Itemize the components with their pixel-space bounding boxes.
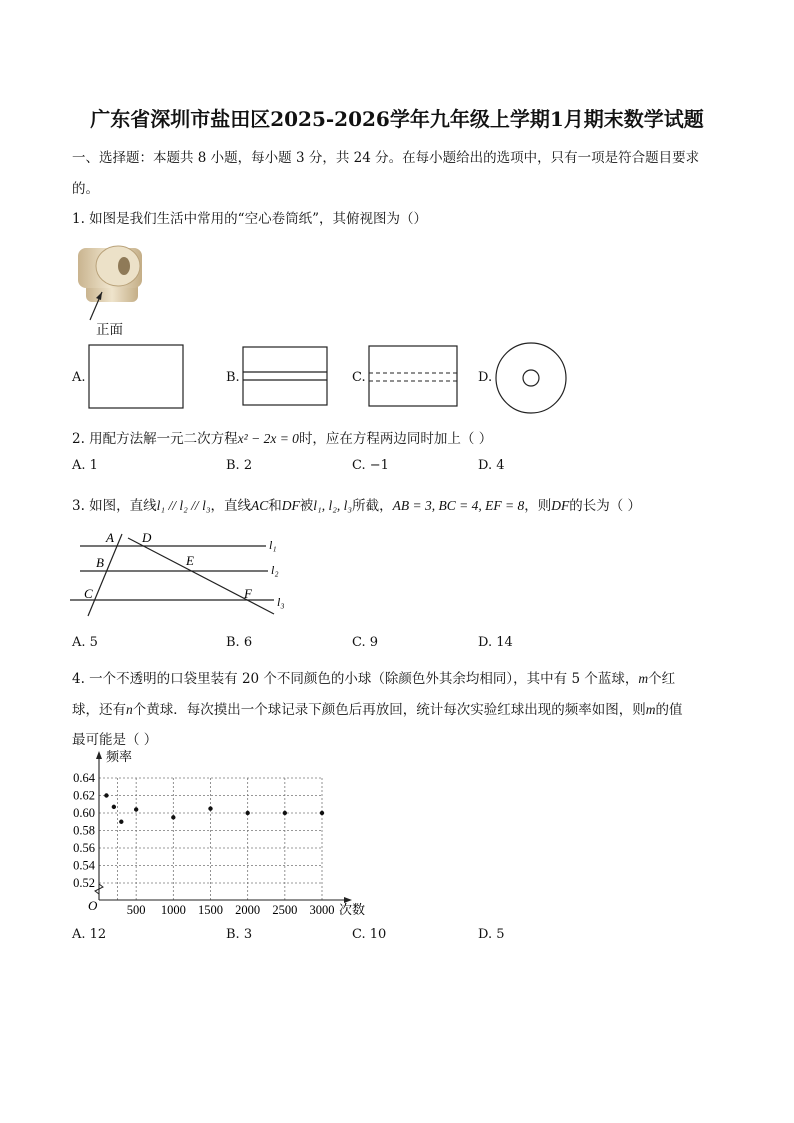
section-heading: 一、选择题：本题共 8 小题，每小题 3 分，共 24 分。在每小题给出的选项中，只有一项是符合题目要求 (72, 150, 700, 166)
x-tick-label: 1000 (160, 903, 186, 917)
q4-var-m2: m (645, 702, 656, 717)
q1-option-c-figure (368, 345, 460, 409)
q3-option-b[interactable]: B. 6 (226, 635, 253, 650)
q4-option-a[interactable]: A. 12 (72, 927, 107, 942)
q2-stem-pre: 2. 用配方法解一元二次方程 (72, 431, 238, 447)
q3-text-c: 被 (299, 498, 314, 514)
y-tick-label: 0.52 (73, 876, 95, 890)
q3-line-df: DF (281, 498, 300, 513)
label-c: C (84, 586, 93, 601)
chart-axes (95, 751, 352, 903)
q3-parallel-lines-figure (66, 526, 296, 626)
q1-option-d-figure (494, 341, 568, 415)
y-tick-label: 0.64 (73, 771, 95, 785)
data-point (112, 805, 116, 809)
q3-text-e: ，则 (524, 498, 552, 514)
q1-option-a-figure (88, 344, 186, 410)
front-label: 正面 (96, 322, 123, 338)
x-tick-label: 3000 (309, 903, 335, 917)
x-tick-label: 500 (126, 903, 146, 917)
q2-option-d[interactable]: D. 4 (478, 458, 505, 473)
q3-conditions: AB = 3, BC = 4, EF = 8 (392, 498, 525, 513)
frequency-chart (66, 748, 376, 920)
q3-line-ac: AC (251, 498, 269, 513)
q2-stem-post: 时，应在方程两边同时加上（ ） (298, 431, 493, 447)
q1-option-d[interactable]: D. (478, 370, 493, 385)
x-tick-label: 1500 (198, 903, 223, 917)
y-tick-labels (73, 771, 96, 890)
chart-points (104, 793, 324, 824)
label-e: E (186, 553, 194, 568)
question-4-line-3: 最可能是（ ） (72, 732, 158, 748)
data-point (320, 811, 324, 815)
question-3-stem (72, 494, 641, 514)
q3-lines-list: l₁, l₂, l₃ (313, 498, 353, 513)
q4-text-4: 个黄球．每次摸出一个球记录下颜色后再放回，统计每次实验红球出现的频率如图，则 (132, 702, 646, 718)
y-tick-label: 0.54 (73, 858, 95, 873)
q4-text-1: 4. 一个不透明的口袋里装有 20 个不同颜色的小球（除颜色外其余均相同），其中有 5 个蓝球， (72, 671, 639, 687)
data-point (171, 815, 175, 819)
origin-label: O (88, 898, 98, 913)
q1-option-b-figure (242, 346, 330, 408)
data-point (283, 811, 287, 815)
question-4-line-1 (72, 667, 675, 687)
label-l1: l₁ (269, 538, 277, 552)
q3-option-a[interactable]: A. 5 (72, 635, 98, 650)
q2-option-b[interactable]: B. 2 (226, 458, 253, 473)
q3-text-f: 的长为（ ） (569, 498, 641, 514)
q3-option-d[interactable]: D. 14 (478, 635, 513, 650)
label-b: B (96, 555, 104, 570)
q3-text-b: ，直线 (210, 498, 252, 514)
q3-option-c[interactable]: C. 9 (352, 635, 379, 650)
y-tick-label: 0.60 (73, 806, 95, 820)
q2-option-a[interactable]: A. 1 (72, 458, 98, 473)
q1-option-c[interactable]: C. (352, 370, 366, 385)
label-l3: l₃ (277, 595, 285, 609)
q3-segment-df: DF (551, 498, 570, 513)
y-axis-label: 频率 (106, 749, 133, 764)
data-point (134, 807, 138, 811)
q4-var-m: m (638, 671, 649, 686)
label-d: D (142, 530, 152, 545)
x-tick-label: 2000 (235, 903, 261, 917)
q1-option-a[interactable]: A. (72, 370, 86, 385)
y-tick-label: 0.58 (73, 823, 95, 838)
q4-option-c[interactable]: C. 10 (352, 927, 387, 942)
q3-text-and: 和 (268, 498, 282, 514)
q3-parallel-lines: l₁ // l₂ // l₃ (156, 498, 211, 513)
data-point (119, 820, 123, 824)
x-tick-labels (127, 903, 335, 917)
data-point (104, 793, 108, 797)
label-a: A (106, 530, 114, 545)
section-heading-cont: 的。 (72, 181, 99, 197)
q4-var-n: n (126, 702, 133, 717)
page-title: 广东省深圳市盐田区2025-2026学年九年级上学期1月期末数学试题 (90, 107, 704, 131)
question-2-stem (72, 427, 492, 447)
q4-text-3: 球，还有 (72, 702, 126, 718)
chart-grid (99, 778, 322, 900)
q1-option-b[interactable]: B. (226, 370, 240, 385)
q4-text-2: 个红 (648, 671, 676, 687)
y-tick-label: 0.56 (73, 841, 95, 855)
data-point (208, 806, 212, 810)
q2-option-c[interactable]: C. −1 (352, 458, 389, 473)
x-tick-label: 2500 (272, 903, 298, 917)
label-l2: l₂ (271, 563, 279, 577)
question-1-stem: 1. 如图是我们生活中常用的“空心卷筒纸”，其俯视图为（） (72, 211, 427, 227)
label-f: F (244, 586, 252, 601)
q3-text-a: 3. 如图，直线 (72, 498, 157, 514)
q4-text-5: 的值 (655, 702, 683, 718)
q4-option-d[interactable]: D. 5 (478, 927, 505, 942)
x-axis-label: 次数 (339, 902, 366, 917)
q3-text-d: 所截， (352, 498, 393, 514)
y-tick-label: 0.62 (73, 788, 95, 803)
q2-equation: x² − 2x = 0 (237, 431, 299, 446)
data-point (245, 811, 249, 815)
question-4-line-2 (72, 698, 683, 718)
q4-option-b[interactable]: B. 3 (226, 927, 253, 942)
